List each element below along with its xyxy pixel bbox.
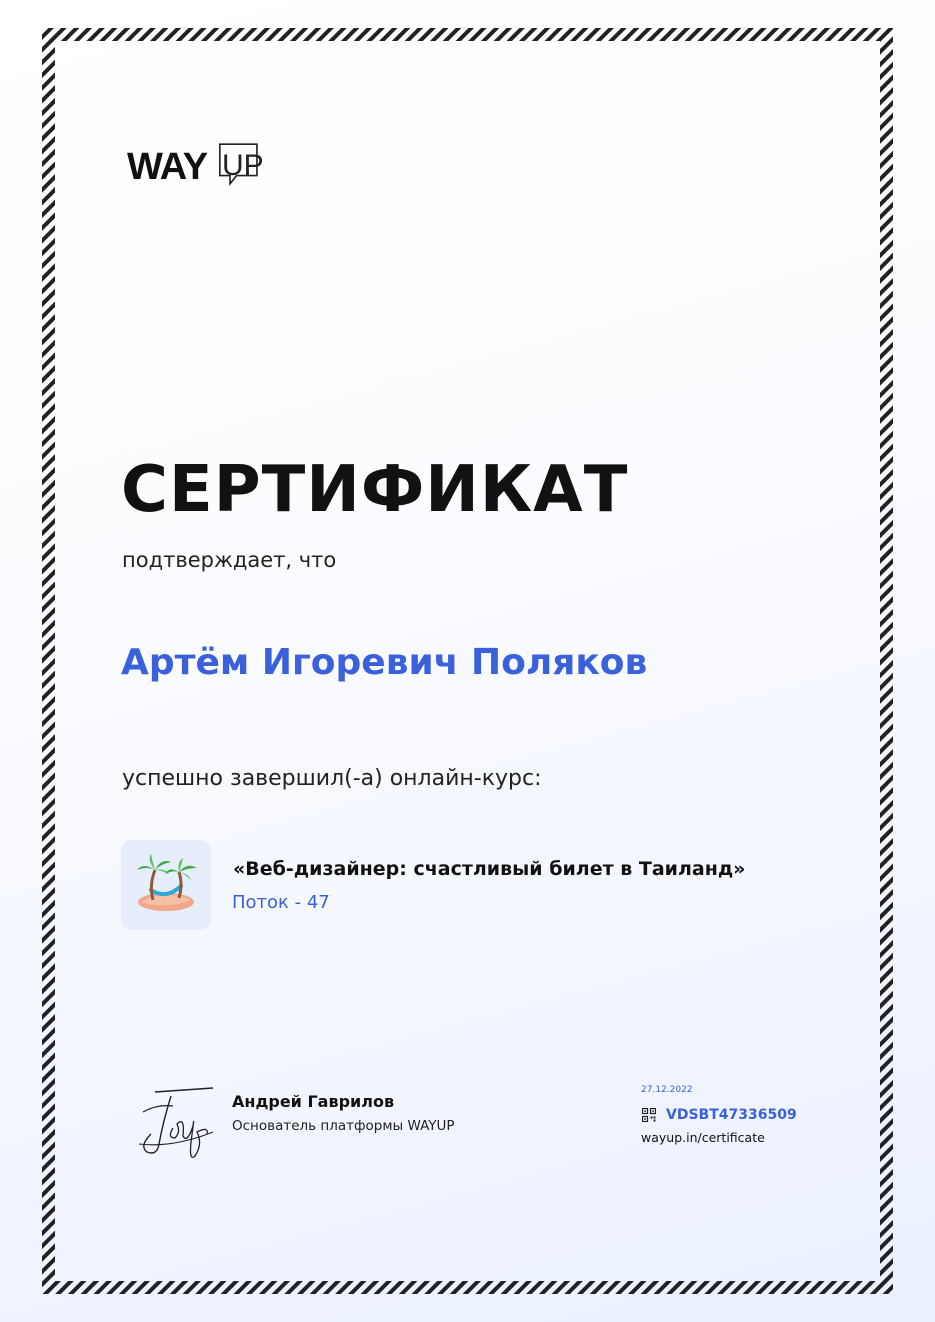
- palm-island-icon: [121, 840, 211, 930]
- certificate-title: СЕРТИФИКАТ: [121, 453, 629, 527]
- completed-course-text: успешно завершил(-а) онлайн-курс:: [122, 766, 542, 791]
- issue-date: 27.12.2022: [641, 1085, 693, 1095]
- recipient-name: Артём Игоревич Поляков: [121, 642, 648, 683]
- signature-image: [133, 1082, 223, 1168]
- certificate-url-link[interactable]: wayup.in/certificate: [641, 1130, 765, 1145]
- signer-role: Основатель платформы WAYUP: [232, 1118, 455, 1134]
- course-title: «Веб-дизайнер: счастливый билет в Таиланд»: [233, 858, 746, 880]
- certificate-subtitle: подтверждает, что: [122, 548, 337, 572]
- logo-up-text: UP: [222, 149, 264, 182]
- course-stream: Поток - 47: [232, 892, 330, 913]
- qr-code-icon: [642, 1108, 656, 1122]
- certificate-code-link[interactable]: VDSBT47336509: [666, 1107, 797, 1123]
- logo-way-text: WAY: [127, 146, 208, 188]
- signer-name: Андрей Гаврилов: [232, 1092, 395, 1111]
- course-icon-tile: [121, 840, 211, 930]
